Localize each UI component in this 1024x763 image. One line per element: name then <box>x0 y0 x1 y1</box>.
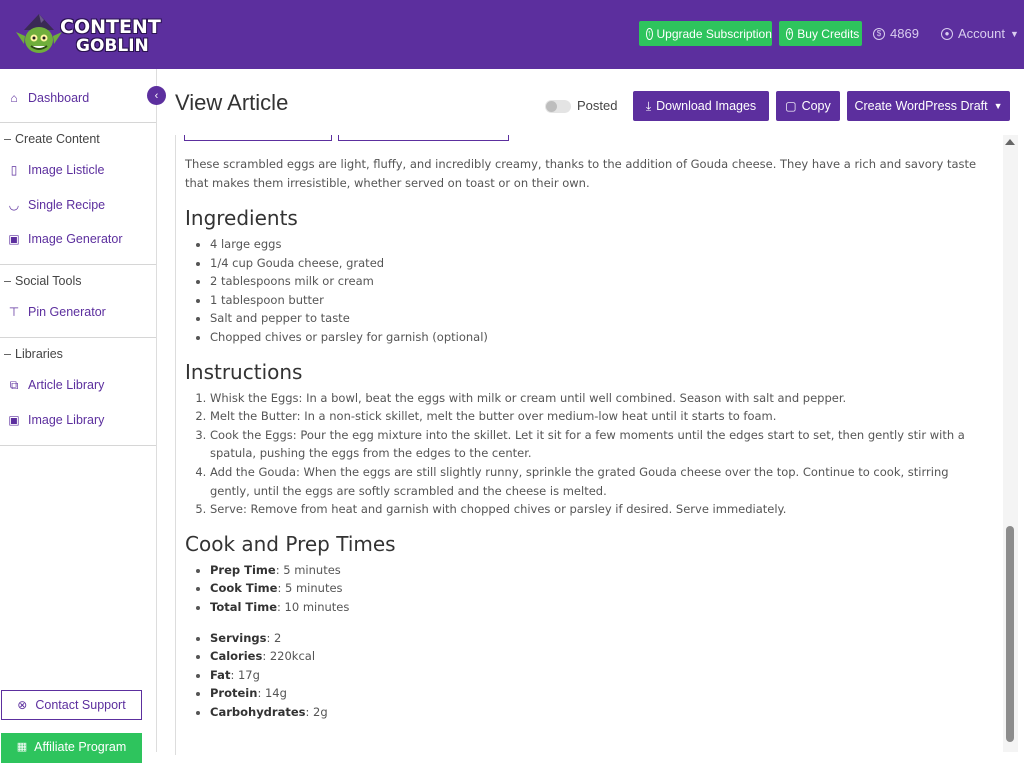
logo-text-content: CONTENT <box>60 16 161 38</box>
document-icon: ▯ <box>10 163 18 177</box>
user-circle-icon: ● <box>941 28 953 40</box>
instructions-list <box>185 389 990 519</box>
affiliate-program-button[interactable] <box>1 733 142 763</box>
sidebar-item-label: Single Recipe <box>28 198 106 212</box>
page-title: View Article <box>175 90 289 115</box>
instructions-heading: Instructions <box>185 359 303 384</box>
affiliate-program-label: Affiliate Program <box>34 740 127 754</box>
image-icon: ▣ <box>8 232 20 246</box>
item-value: : 17g <box>230 667 260 682</box>
money-icon: ▦ <box>16 741 28 753</box>
item-value: : 10 minutes <box>277 599 350 614</box>
goblin-mascot-icon <box>16 14 62 56</box>
sidebar-divider <box>0 445 156 446</box>
article-viewer[interactable] <box>175 135 1017 755</box>
article-tab-edge <box>338 135 509 141</box>
chevron-left-icon: ‹ <box>154 89 159 102</box>
item-label: Carbohydrates <box>210 704 306 719</box>
wordpress-label: Create WordPress Draft <box>854 99 988 113</box>
sidebar-item-image-library[interactable] <box>0 405 156 435</box>
sidebar-collapse-button[interactable] <box>147 86 166 105</box>
buy-credits-label: Buy Credits <box>797 26 860 41</box>
sidebar-heading-label: Libraries <box>15 347 63 361</box>
article-body <box>185 155 990 721</box>
copy-label: Copy <box>801 99 831 113</box>
plus-circle-icon: + <box>787 28 793 38</box>
cook-prep-times-heading: Cook and Prep Times <box>185 531 396 556</box>
list-item: • 4 large eggs <box>210 235 990 254</box>
sidebar-heading-label: Social Tools <box>15 274 82 288</box>
posted-label: Posted <box>577 98 618 113</box>
item-value: : 2g <box>305 704 328 719</box>
list-item: • Salt and pepper to taste <box>210 309 990 328</box>
list-item: 5. Serve: Remove from heat and garnish with chopped chives or parsley if desired. Serve immediately. <box>210 500 990 519</box>
download-images-label: Download Images <box>656 99 757 113</box>
item-value: : 5 minutes <box>275 562 341 577</box>
list-item: 3. Cook the Eggs: Pour the egg mixture into the skillet. Let it sit for a few moments until the edges start to set, then gently stir with a spatula, pushing the eggs from the edges to the center. <box>210 426 990 463</box>
contact-support-button[interactable] <box>1 690 142 720</box>
sidebar-item-image-listicle[interactable] <box>0 155 156 185</box>
list-item <box>210 629 990 648</box>
posted-toggle[interactable] <box>545 100 571 113</box>
item-label: Total Time <box>210 599 277 614</box>
logo-text-goblin: GOBLIN <box>76 36 149 56</box>
life-ring-icon: ⊗ <box>17 698 28 712</box>
sidebar-item-single-recipe[interactable] <box>0 190 156 220</box>
list-item: • 1/4 cup Gouda cheese, grated <box>210 254 990 273</box>
content-goblin-logo[interactable] <box>16 10 161 60</box>
download-images-button[interactable] <box>633 91 769 121</box>
list-item: • Chopped chives or parsley for garnish (optional) <box>210 328 990 347</box>
caret-down-icon: ▼ <box>1009 28 1019 39</box>
list-item <box>210 598 990 617</box>
images-icon: ▣ <box>8 413 20 427</box>
top-navbar <box>0 0 1024 69</box>
list-item <box>210 684 990 703</box>
item-value: : 5 minutes <box>277 581 343 596</box>
item-label: Cook Time <box>210 581 278 596</box>
item-label: Calories <box>210 649 263 664</box>
article-scrollbar[interactable] <box>1003 135 1018 752</box>
sidebar-item-label: Pin Generator <box>28 305 106 319</box>
sidebar <box>0 69 157 752</box>
arrow-up-circle-icon: ↑ <box>647 28 652 38</box>
caret-down-icon: ▼ <box>993 101 1003 111</box>
credits-counter <box>873 26 919 41</box>
ingredients-heading: Ingredients <box>185 206 298 230</box>
sidebar-item-label: Article Library <box>28 378 105 392</box>
copy-button[interactable] <box>776 91 840 121</box>
upgrade-subscription-label: Upgrade Subscription <box>656 26 772 41</box>
list-item: • 1 tablespoon butter <box>210 291 990 310</box>
home-icon: ⌂ <box>10 91 18 105</box>
item-value: : 2 <box>266 630 282 645</box>
credits-count: 4869 <box>890 26 919 41</box>
sidebar-item-article-library[interactable] <box>0 370 156 400</box>
item-value: : 14g <box>257 686 287 701</box>
sidebar-item-pin-generator[interactable] <box>0 297 156 327</box>
cooking-pot-icon: ◡ <box>8 198 20 212</box>
list-item <box>210 579 990 598</box>
list-item: 4. Add the Gouda: When the eggs are still slightly runny, sprinkle the grated Gouda cheese over the top. Continue to cook, stirring gently, until the eggs are softly scrambled and the cheese is melted. <box>210 463 990 500</box>
sidebar-heading-social-tools <box>0 274 156 288</box>
clipboard-icon: ▢ <box>785 99 797 113</box>
buy-credits-button[interactable] <box>779 21 862 46</box>
sidebar-heading-libraries <box>0 347 156 361</box>
item-value: : 220kcal <box>262 649 316 664</box>
times-list <box>185 561 990 617</box>
pin-icon: ⊤ <box>8 305 20 319</box>
contact-support-label: Contact Support <box>35 698 126 712</box>
scroll-up-arrow-icon[interactable] <box>1005 139 1015 145</box>
create-wordpress-draft-dropdown[interactable] <box>847 91 1010 121</box>
list-item: 2. Melt the Butter: In a non-stick skillet, melt the butter over medium-low heat until it starts to foam. <box>210 407 990 426</box>
coin-icon: $ <box>873 28 885 40</box>
item-label: Protein <box>210 686 258 701</box>
list-item <box>210 666 990 685</box>
article-tab-edge <box>184 135 332 141</box>
sidebar-item-image-generator[interactable] <box>0 224 156 254</box>
sidebar-item-dashboard[interactable] <box>0 83 156 113</box>
download-icon: ⤓ <box>645 98 652 113</box>
list-item <box>210 561 990 580</box>
scrollbar-thumb[interactable] <box>1006 526 1014 742</box>
article-intro: These scrambled eggs are light, fluffy, and incredibly creamy, thanks to the addition of Gouda cheese. They have a rich and savory taste that makes them irresistible, whether served on toast or on their own. <box>185 157 977 190</box>
sidebar-divider <box>0 264 156 265</box>
sidebar-divider <box>0 337 156 338</box>
upgrade-subscription-button[interactable] <box>639 21 772 46</box>
sidebar-heading-label: Create Content <box>15 132 100 146</box>
list-item <box>210 647 990 666</box>
list-item <box>210 703 990 722</box>
sidebar-divider <box>0 122 156 123</box>
book-icon: ⧉ <box>9 377 19 392</box>
nutrition-list <box>185 629 990 722</box>
item-label: Fat <box>210 667 231 682</box>
list-item: 1. Whisk the Eggs: In a bowl, beat the eggs with milk or cream until well combined. Season with salt and pepper. <box>210 389 990 408</box>
ingredients-list <box>185 235 990 347</box>
sidebar-item-label: Image Generator <box>28 232 123 246</box>
item-label: Prep Time <box>210 562 276 577</box>
sidebar-item-label: Dashboard <box>28 91 90 105</box>
account-menu[interactable] <box>941 26 1019 41</box>
sidebar-item-label: Image Library <box>28 413 105 427</box>
account-label: Account <box>958 26 1005 41</box>
sidebar-item-label: Image Listicle <box>28 163 105 177</box>
sidebar-heading-create-content <box>0 132 156 146</box>
list-item: • 2 tablespoons milk or cream <box>210 272 990 291</box>
toggle-knob <box>546 101 557 112</box>
item-label: Servings <box>210 630 267 645</box>
